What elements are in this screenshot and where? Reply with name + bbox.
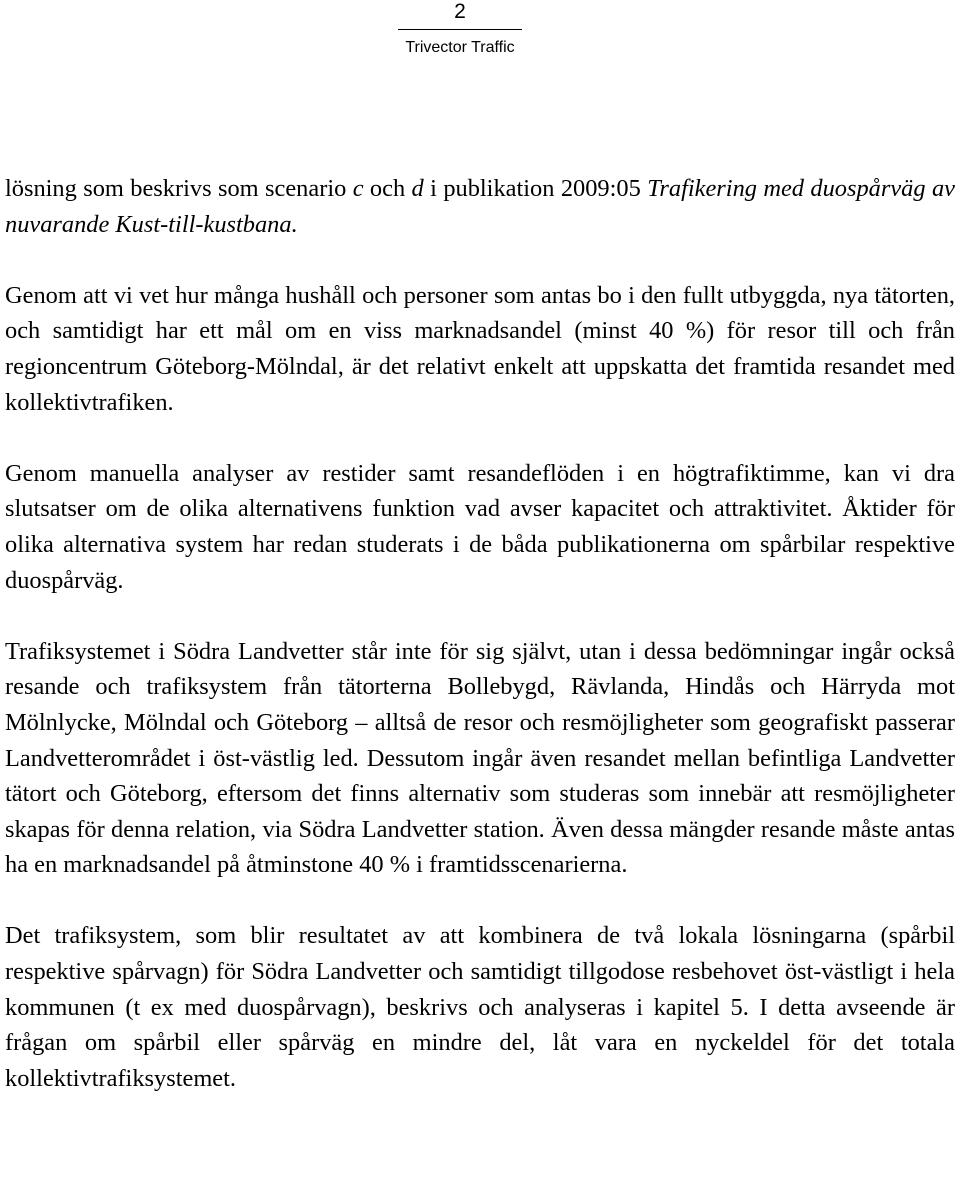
text-run: Det trafiksystem, som blir resultatet av att kombinera de två lokala lösningarna (spårbil respektive spårvagn) för Södra Landvetter och samtidigt tillgodose resbehovet öst-västligt i hela kommunen (t ex med duospårvagn), beskrivs och analyseras i kapitel 5. I detta avseende är frågan om spårbil eller spårväg en mindre del, låt vara en nyckeldel för det totala kollektivtrafiksystemet. [5, 922, 955, 1092]
running-head: Trivector Traffic [405, 39, 515, 56]
text-run-italic: c [352, 175, 364, 202]
paragraph [5, 918, 955, 1096]
text-run-italic: Trafikering med duospårväg av nuvarande Kust-till-kustbana. [5, 175, 955, 238]
paragraph [5, 171, 955, 242]
text-run: Genom manuella analyser av restider samt resandeflöden i en högtrafiktimme, kan vi dra slutsatser om de olika alternativens funktion vad avser kapacitet och attraktivitet. Åktider för olika alternativa system har redan studerats i de båda publikationerna om spårbilar respektive duospårväg. [5, 459, 955, 594]
header-rule [398, 29, 522, 30]
paragraph [5, 278, 955, 420]
text-run: lösning som beskrivs som scenario [5, 175, 353, 202]
text-run: och [363, 175, 412, 202]
page-header [398, 0, 522, 58]
text-run-italic: d [411, 175, 424, 202]
text-run: Genom att vi vet hur många hushåll och personer som antas bo i den fullt utbyggda, nya tätorten, och samtidigt har ett mål om en viss marknadsandel (minst 40 %) för resor till och från regioncentrum Göteborg-Mölndal, är det relativt enkelt att uppskatta det framtida resandet med kollektivtrafiken. [5, 281, 955, 416]
text-run: Trafiksystemet i Södra Landvetter står inte för sig självt, utan i dessa bedömningar ingår också resande och trafiksystem från tätorterna Bollebygd, Rävlanda, Hindås och Härryda mot Mölnlycke, Mölndal och Göteborg – alltså de resor och resmöjligheter som geografiskt passerar Landvetterområdet i öst-västlig led. Dessutom ingår även resandet mellan befintliga Landvetter tätort och Göteborg, eftersom det finns alternativ som studeras som innebär att resmöjligheter skapas för denna relation, via Södra Landvetter station. Även dessa mängder resande måste antas ha en marknadsandel på åtminstone 40 % i framtidsscenarierna. [5, 637, 955, 879]
paragraph [5, 634, 955, 883]
body-text [5, 171, 955, 1096]
page-number: 2 [454, 0, 466, 23]
paragraph [5, 456, 955, 598]
text-run: i publikation 2009:05 [423, 175, 648, 202]
